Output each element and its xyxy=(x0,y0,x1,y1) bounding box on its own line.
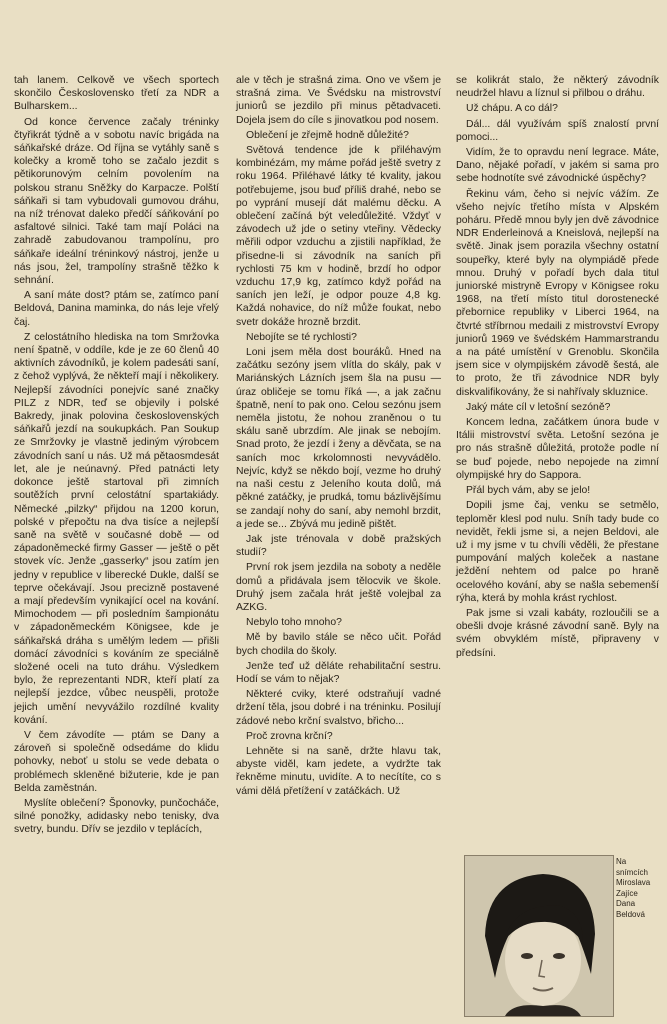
paragraph: Dál... dál využívám spíš znalostí první pomoci... xyxy=(456,118,659,143)
paragraph: Lehněte si na saně, držte hlavu tak, abyste viděl, kam jedete, a vydržte tak řekněme minutu, uvidíte. A to necítíte, co s vámi dělá přetížení v zatáčkách. Už xyxy=(236,745,441,797)
text-column-3 xyxy=(456,74,659,662)
paragraph: Oblečení je zřejmě hodně důležité? xyxy=(246,129,409,141)
paragraph: Loni jsem měla dost bouráků. Hned na začátku sezóny jsem vlítla do skály, pak v Mariánských Lázních jsem šla na pusu — úraz obličeje se tomu říká —, a jak začnu špatně, není to pak ono. Celou sezónu jsem neměla jistotu, že nohou zraněnou o tu skálu saně ubrzdím. Ale jinak se nebojím. Snad proto, že jezdí i ženy a děvčata, se na saních moc krkolomnosti nevyvádělo. Nejvíc, když se někdo bojí, vezme ho druhý na naši cestu z Jeleního kouta dolů, má pěkné zatáčky, je prudká, tomu bázlivějšímu se zandají nohy do saní, aby nemohl brzdit, a jede se... Zbývá mu jedině pištět. xyxy=(236,347,441,530)
caption-line: snímcích xyxy=(616,867,649,877)
caption-line: Miroslava xyxy=(616,878,651,887)
paragraph: Dopili jsme čaj, venku se setmělo, teploměr klesl pod nulu. Sníh tady bude co nevidět, řekli jsme si, a nejen Beldovi, ale už i my jsme v tu chvíli věděli, že přestane pumpování malých koleček a nastane ježdění nehtem od palce po hraně ocelového kování, aby se našla sebemenší rýha, která by mohla krást rychlost. xyxy=(456,500,659,604)
paragraph: Jak jste trénovala v době pražských studií? xyxy=(236,533,441,559)
text-column-1 xyxy=(14,74,219,839)
paragraph: Vidím, že to opravdu není legrace. Máte, Dano, nějaké pořadí, v jakém si sama pro sebe hodnotíte své závodnické úspěchy? xyxy=(456,147,659,185)
paragraph: se kolikrát stalo, že některý závodník neudržel hlavu a líznul si přilbou o dráhu. xyxy=(456,75,659,100)
caption-line: Dana xyxy=(616,899,636,908)
paragraph: V čem závodíte — ptám se Dany a zároveň si společně odsedáme do klidu pohovky, neboť u stolu se vede debata o problémech skleněné bižuterie, kde je pan Belda zaměstnán. xyxy=(14,729,219,794)
paragraph: ale v těch je strašná zima. Ono ve všem je strašná zima. Ve Švédsku na mistrovství juniorů se jezdilo při minus pětadvaceti. Dojela jsem do cíle s jinovatkou pod nosem. xyxy=(236,75,441,126)
paragraph: Přál bych vám, aby se jelo! xyxy=(466,485,591,497)
paragraph: Mě by bavilo stále se něco učit. Pořád bych chodila do školy. xyxy=(236,632,441,657)
paragraph: Pak jsme si vzali kabáty, rozloučili se a obešli dvoje krásné závodní saně. Byly na svém obvyklém místě, připraveny v předsíni. xyxy=(456,607,659,659)
paragraph: Některé cviky, které odstraňují vadné držení těla, jsou dobré i na tréninku. Posilují zádové nebo krční svalstvo, břicho... xyxy=(236,689,441,727)
paragraph: Jenže teď už děláte rehabilitační sestru. Hodí se vám to nějak? xyxy=(236,660,441,685)
paragraph: Řekinu vám, čeho si nejvíc vážím. Ze všeho nejvíc třetího místa v Alpském poháru. Předě mnou byly jen dvě závodnice NDR Enderleinová a Kneislová, nejlepší na světě. Jinak jsem porazila všechny ostatní soupeřky, které byly na olympiádě přede mnou. Druhý v pořadí bych dala titul juniorské mistryně Evropy v Königsee roku 1968, na třetí místo titul dorostenecké přebornice republiky v Liberci 1964, na čtvrté stříbrnou medaili z mistrovství Evropy juniorů 1969 ve švédském Hammarstrandu a na páté umístění v Grenoblu. Skončila jsem sice v olympijském závodě šestá, ale to proto, že tři závodnice NDR byly diskvalifikovány, že si nahřívaly skluznice. xyxy=(456,188,659,398)
photo-caption xyxy=(616,857,666,920)
portrait-photo xyxy=(464,855,614,1017)
paragraph: Už chápu. A co dál? xyxy=(466,103,558,115)
paragraph: První rok jsem jezdila na soboty a neděle domů a přidávala jsem tělocvik ve škole. Druhý jsem začala hrát ještě volejbal za AZKG. xyxy=(236,562,441,613)
paragraph: tah lanem. Celkově ve všech sportech skončilo Československo třetí za NDR a Bulharskem... xyxy=(14,75,219,113)
paragraph: Nebojíte se té rychlosti? xyxy=(246,331,357,343)
caption-line: Beldová xyxy=(616,909,645,919)
paragraph: Od konce července začaly tréninky čtyřikrát týdně a v sobotu navíc brigáda na sáňkařské dráze. Od října se vytáhly saně s kolečky a kromě toho se začalo jezdit s pětikorunovým celním povolením na polskou stranu Sněžky do Karpacze. Polští sáňkaři si tam vybudovali gumovou dráhu, na níž trénovat daleko předčí sáňkování po asfaltové silnici. Také tam mají Poláci na zahradě zabudovanou trampolínu, pro sáňkaře ideální tréninkový nástroj, jenže u nás jsou, žel, trampolíny strašně těžko k sehnání. xyxy=(14,116,219,287)
paragraph: Koncem ledna, začátkem února bude v Itálii mistrovství světa. Letošní sezóna je pro nás strašně důležitá, protože podle ní se buď pojede, nebo nepojede na zimní olympijské hry do Sappora. xyxy=(456,417,659,481)
paragraph: Nebylo toho mnoho? xyxy=(246,617,342,629)
caption-line: Na xyxy=(616,857,627,866)
paragraph: Světová tendence jde k přiléhavým kombinézám, my máme pořád ještě svetry z roku 1964. Přiléhavé látky té kvality, jakou potřebujeme, jsou buď příliš drahé, nebo se po vyprání musejí dát malému děcku. A oblečení začíná být veledůležité. Vždyť v závodech už jde o setiny vteřiny. Vědecky měřili odpor vzduchu a zjistili například, že přisedne-li si závodník na saních při rychlosti 75 km v hodině, brzdí ho odpor vzduchu 17,9 kg, zatímco když pořád na saních jen leží, je odpor pouze 4,8 kg. Každá nohavice, do níž může foukat, nebo svetr dokáže hrozně brzdit. xyxy=(236,145,441,328)
portrait-illustration xyxy=(465,856,613,1016)
paragraph: Z celostátního hlediska na tom Smržovka není špatně, v oddíle, kde je ze 60 členů 40 aktivních závodníků, je kolem padesáti saní, z čehož vyplývá, že někteří mají i několikery. Nejlepší závodníci ponejvíc sané značky PILZ z NDR, teď se objevily i polské Bakredy, jinak polovina československých sáňkařů jezdí na soukupkách. Pan Soukup ze Smržovky je vlastně jediným výrobcem závodních saní u nás. Už má pětaosmdesát let, ale je neúnavný. Před patnácti lety dokonce ještě startoval při zimních soutěžích první celostátní spartakiády. Německé „pilzky“ přijdou na 1200 korun, polské v přepočtu na dva tisíce a nejlepší saně na světě v současné době — od západoněmecké firmy Gasser — ještě o pět stovek víc. Jenže „gasserky“ jsou zatím jen jedny v republice v liberecké Dukle, další se teprve očekávají. Jsou precizně postavené a mají především vynikající ocel na kování. Mimochodem — při posledním šampionátu v západoněmeckém Königsee, kde je sáňkařská dráha s umělým ledem — přišli domácí závodníci s kováním ze speciálně složené oceli na tuto dráhu. Výsledkem bylo, že reprezentanti NDR, kteří platí za nejlepší jezdce, vůbec neuspěli, protože jejich umění nevyvážilo rozdílné kvality kování. xyxy=(14,331,219,726)
paragraph: Proč zrovna krční? xyxy=(246,730,333,742)
caption-line: Zajíce xyxy=(616,888,638,898)
paragraph: Jaký máte cíl v letošní sezóně? xyxy=(466,401,611,413)
paragraph: Myslíte oblečení? Šponovky, punčocháče, silné ponožky, adidasky nebo tenisky, dva svetry, bundu. Dřív se jezdilo v teplácích, xyxy=(14,797,219,836)
paragraph: A saní máte dost? ptám se, zatímco paní Beldová, Danina maminka, do nás leje vřelý čaj. xyxy=(14,290,219,328)
text-column-2 xyxy=(236,74,441,800)
